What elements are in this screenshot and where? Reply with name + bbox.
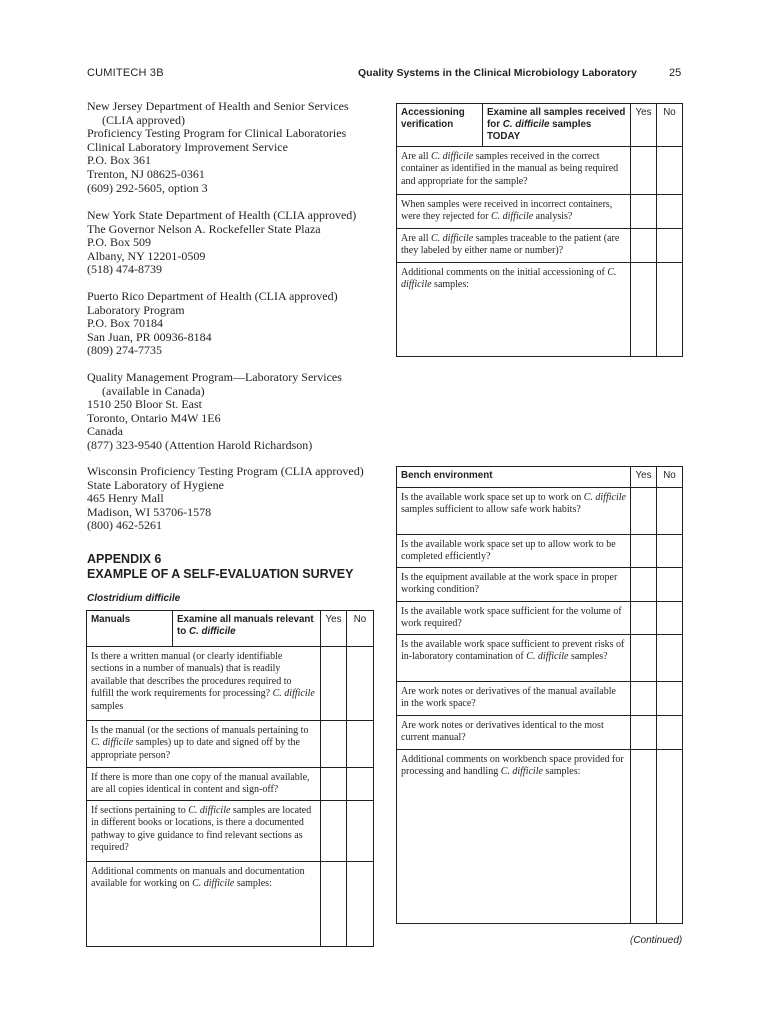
address-line: 1510 250 Bloor St. East bbox=[87, 397, 203, 412]
survey-question: Are all C. difficile samples traceable to the patient (are they labeled by either name or number)? bbox=[397, 229, 631, 263]
address-line: (809) 274-7735 bbox=[87, 343, 162, 358]
table-row bbox=[87, 768, 374, 801]
yes-checkbox-cell[interactable] bbox=[631, 716, 657, 750]
no-checkbox-cell[interactable] bbox=[347, 862, 374, 947]
no-checkbox-cell[interactable] bbox=[347, 647, 374, 721]
survey-question: Is the available work space sufficient for the volume of work required? bbox=[397, 602, 631, 635]
address-line: (800) 462-5261 bbox=[87, 518, 162, 533]
survey-question: Is the available work space set up to work on C. difficile samples sufficient to allow safe work habits? bbox=[397, 488, 631, 535]
address-line: Toronto, Ontario M4W 1E6 bbox=[87, 410, 221, 425]
yes-checkbox-cell[interactable] bbox=[631, 568, 657, 602]
survey-question: Is the manual (or the sections of manuals pertaining to C. difficile samples) up to date and signed off by the appropriate person? bbox=[87, 721, 321, 768]
address-line: P.O. Box 361 bbox=[87, 153, 152, 168]
address-line: (CLIA approved) bbox=[102, 112, 185, 127]
no-checkbox-cell[interactable] bbox=[657, 488, 683, 535]
survey-question: When samples were received in incorrect containers, were they rejected for C. difficile analysis? bbox=[397, 195, 631, 229]
yes-checkbox-cell[interactable] bbox=[631, 602, 657, 635]
address-line: Laboratory Program bbox=[87, 302, 185, 317]
yes-checkbox-cell[interactable] bbox=[631, 147, 657, 195]
no-checkbox-cell[interactable] bbox=[657, 682, 683, 716]
no-checkbox-cell[interactable] bbox=[657, 229, 683, 263]
table-row bbox=[397, 535, 683, 568]
no-checkbox-cell[interactable] bbox=[657, 716, 683, 750]
table-row bbox=[397, 682, 683, 716]
no-checkbox-cell[interactable] bbox=[657, 635, 683, 682]
yes-column-heading: Yes bbox=[631, 467, 657, 488]
address-line: Madison, WI 53706-1578 bbox=[87, 504, 212, 519]
accessioning-survey-table bbox=[396, 103, 683, 357]
yes-checkbox-cell[interactable] bbox=[321, 647, 347, 721]
running-header-title: Quality Systems in the Clinical Microbiology Laboratory bbox=[358, 67, 637, 79]
manuals-survey-table bbox=[86, 610, 374, 947]
no-column-heading: No bbox=[347, 611, 374, 647]
no-checkbox-cell[interactable] bbox=[347, 768, 374, 801]
yes-checkbox-cell[interactable] bbox=[631, 535, 657, 568]
instruction-heading: Examine all samples received for C. difficile samples TODAY bbox=[483, 104, 631, 147]
page-number: 25 bbox=[669, 67, 682, 79]
table-row bbox=[87, 801, 374, 862]
table-row bbox=[87, 721, 374, 768]
survey-question: Is the available work space sufficient to prevent risks of in-laboratory contamination of C. difficile samples? bbox=[397, 635, 631, 682]
address-line: Clinical Laboratory Improvement Service bbox=[87, 139, 288, 154]
yes-column-heading: Yes bbox=[631, 104, 657, 147]
table-row bbox=[397, 568, 683, 602]
yes-checkbox-cell[interactable] bbox=[631, 488, 657, 535]
address-line: New York State Department of Health (CLIA approved) bbox=[87, 208, 357, 222]
no-checkbox-cell[interactable] bbox=[657, 750, 683, 924]
no-checkbox-cell[interactable] bbox=[657, 535, 683, 568]
address-line: P.O. Box 509 bbox=[87, 235, 152, 250]
bench-environment-survey-table bbox=[396, 466, 683, 924]
table-row bbox=[397, 263, 683, 357]
no-checkbox-cell[interactable] bbox=[657, 568, 683, 602]
no-checkbox-cell[interactable] bbox=[347, 801, 374, 862]
yes-checkbox-cell[interactable] bbox=[321, 768, 347, 801]
yes-checkbox-cell[interactable] bbox=[321, 862, 347, 947]
address-line: Canada bbox=[87, 424, 123, 439]
table-row bbox=[397, 602, 683, 635]
address-line: State Laboratory of Hygiene bbox=[87, 477, 224, 492]
survey-question: Are all C. difficile samples received in the correct container as identified in the manual as being required and appropriate for the sample? bbox=[397, 147, 631, 195]
survey-question: Are work notes or derivatives identical to the most current manual? bbox=[397, 716, 631, 750]
address-line: New Jersey Department of Health and Senior Services bbox=[87, 99, 349, 113]
survey-question: Are work notes or derivatives of the manual available in the work space? bbox=[397, 682, 631, 716]
no-checkbox-cell[interactable] bbox=[657, 147, 683, 195]
yes-checkbox-cell[interactable] bbox=[631, 635, 657, 682]
yes-column-heading: Yes bbox=[321, 611, 347, 647]
yes-checkbox-cell[interactable] bbox=[321, 721, 347, 768]
yes-checkbox-cell[interactable] bbox=[631, 750, 657, 924]
no-column-heading: No bbox=[657, 104, 683, 147]
survey-question: Is the available work space set up to allow work to be completed efficiently? bbox=[397, 535, 631, 568]
survey-question: Is there a written manual (or clearly identifiable sections in a number of manuals) that is readily available that describes the procedures required to fulfill the work requirements for processing? C. difficile samples bbox=[87, 647, 321, 721]
address-line: 465 Henry Mall bbox=[87, 491, 164, 506]
address-wisconsin bbox=[87, 465, 387, 533]
address-line: (609) 292-5605, option 3 bbox=[87, 180, 208, 195]
yes-checkbox-cell[interactable] bbox=[631, 682, 657, 716]
table-row bbox=[87, 862, 374, 947]
address-line: Albany, NY 12201-0509 bbox=[87, 248, 206, 263]
appendix-heading bbox=[87, 552, 353, 582]
address-quality-management-program bbox=[87, 371, 387, 453]
table-header-row bbox=[397, 467, 683, 488]
running-header-series: CUMITECH 3B bbox=[87, 67, 164, 79]
no-column-heading: No bbox=[657, 467, 683, 488]
survey-question: If sections pertaining to C. difficile samples are located in different books or locations, is there a documented pathway to give guidance to find relevant sections as required? bbox=[87, 801, 321, 862]
address-new-york bbox=[87, 209, 387, 277]
appendix-title: EXAMPLE OF A SELF-EVALUATION SURVEY bbox=[87, 567, 354, 581]
survey-comment-prompt: Additional comments on manuals and documentation available for working on C. difficile samples: bbox=[87, 862, 321, 947]
address-line: San Juan, PR 00936-8184 bbox=[87, 329, 212, 344]
address-line: (available in Canada) bbox=[102, 383, 205, 398]
address-line: Puerto Rico Department of Health (CLIA approved) bbox=[87, 289, 338, 303]
yes-checkbox-cell[interactable] bbox=[321, 801, 347, 862]
no-checkbox-cell[interactable] bbox=[657, 263, 683, 357]
address-new-jersey bbox=[87, 100, 387, 195]
address-puerto-rico bbox=[87, 290, 387, 358]
table-row bbox=[397, 750, 683, 924]
table-row bbox=[397, 488, 683, 535]
address-line: Trenton, NJ 08625-0361 bbox=[87, 166, 205, 181]
table-row bbox=[397, 195, 683, 229]
survey-question: Is the equipment available at the work space in proper working condition? bbox=[397, 568, 631, 602]
yes-checkbox-cell[interactable] bbox=[631, 263, 657, 357]
survey-comment-prompt: Additional comments on workbench space provided for processing and handling C. difficile samples: bbox=[397, 750, 631, 924]
table-row bbox=[397, 635, 683, 682]
section-heading: Bench environment bbox=[397, 467, 631, 488]
address-line: Quality Management Program—Laboratory Services bbox=[87, 370, 342, 384]
address-line: (518) 474-8739 bbox=[87, 262, 162, 277]
yes-checkbox-cell[interactable] bbox=[631, 229, 657, 263]
address-line: P.O. Box 70184 bbox=[87, 316, 164, 331]
address-line: Proficiency Testing Program for Clinical Laboratories bbox=[87, 126, 347, 141]
no-checkbox-cell[interactable] bbox=[657, 195, 683, 229]
organism-subheading: Clostridium difficile bbox=[87, 593, 181, 604]
survey-comment-prompt: Additional comments on the initial accessioning of C. difficile samples: bbox=[397, 263, 631, 357]
table-row bbox=[87, 647, 374, 721]
no-checkbox-cell[interactable] bbox=[347, 721, 374, 768]
table-row bbox=[397, 716, 683, 750]
table-header-row bbox=[397, 104, 683, 147]
table-row bbox=[397, 147, 683, 195]
address-line: The Governor Nelson A. Rockefeller State Plaza bbox=[87, 221, 321, 236]
yes-checkbox-cell[interactable] bbox=[631, 195, 657, 229]
address-line: (877) 323-9540 (Attention Harold Richardson) bbox=[87, 437, 313, 452]
section-heading: Manuals bbox=[87, 611, 173, 647]
survey-question: If there is more than one copy of the manual available, are all copies identical in content and sign-off? bbox=[87, 768, 321, 801]
section-heading: Accessioning verification bbox=[397, 104, 483, 147]
continued-note: (Continued) bbox=[630, 935, 683, 946]
table-row bbox=[397, 229, 683, 263]
instruction-heading: Examine all manuals relevant to C. difficile bbox=[173, 611, 321, 647]
appendix-number: APPENDIX 6 bbox=[87, 552, 162, 566]
no-checkbox-cell[interactable] bbox=[657, 602, 683, 635]
table-header-row bbox=[87, 611, 374, 647]
address-line: Wisconsin Proficiency Testing Program (CLIA approved) bbox=[87, 464, 364, 478]
